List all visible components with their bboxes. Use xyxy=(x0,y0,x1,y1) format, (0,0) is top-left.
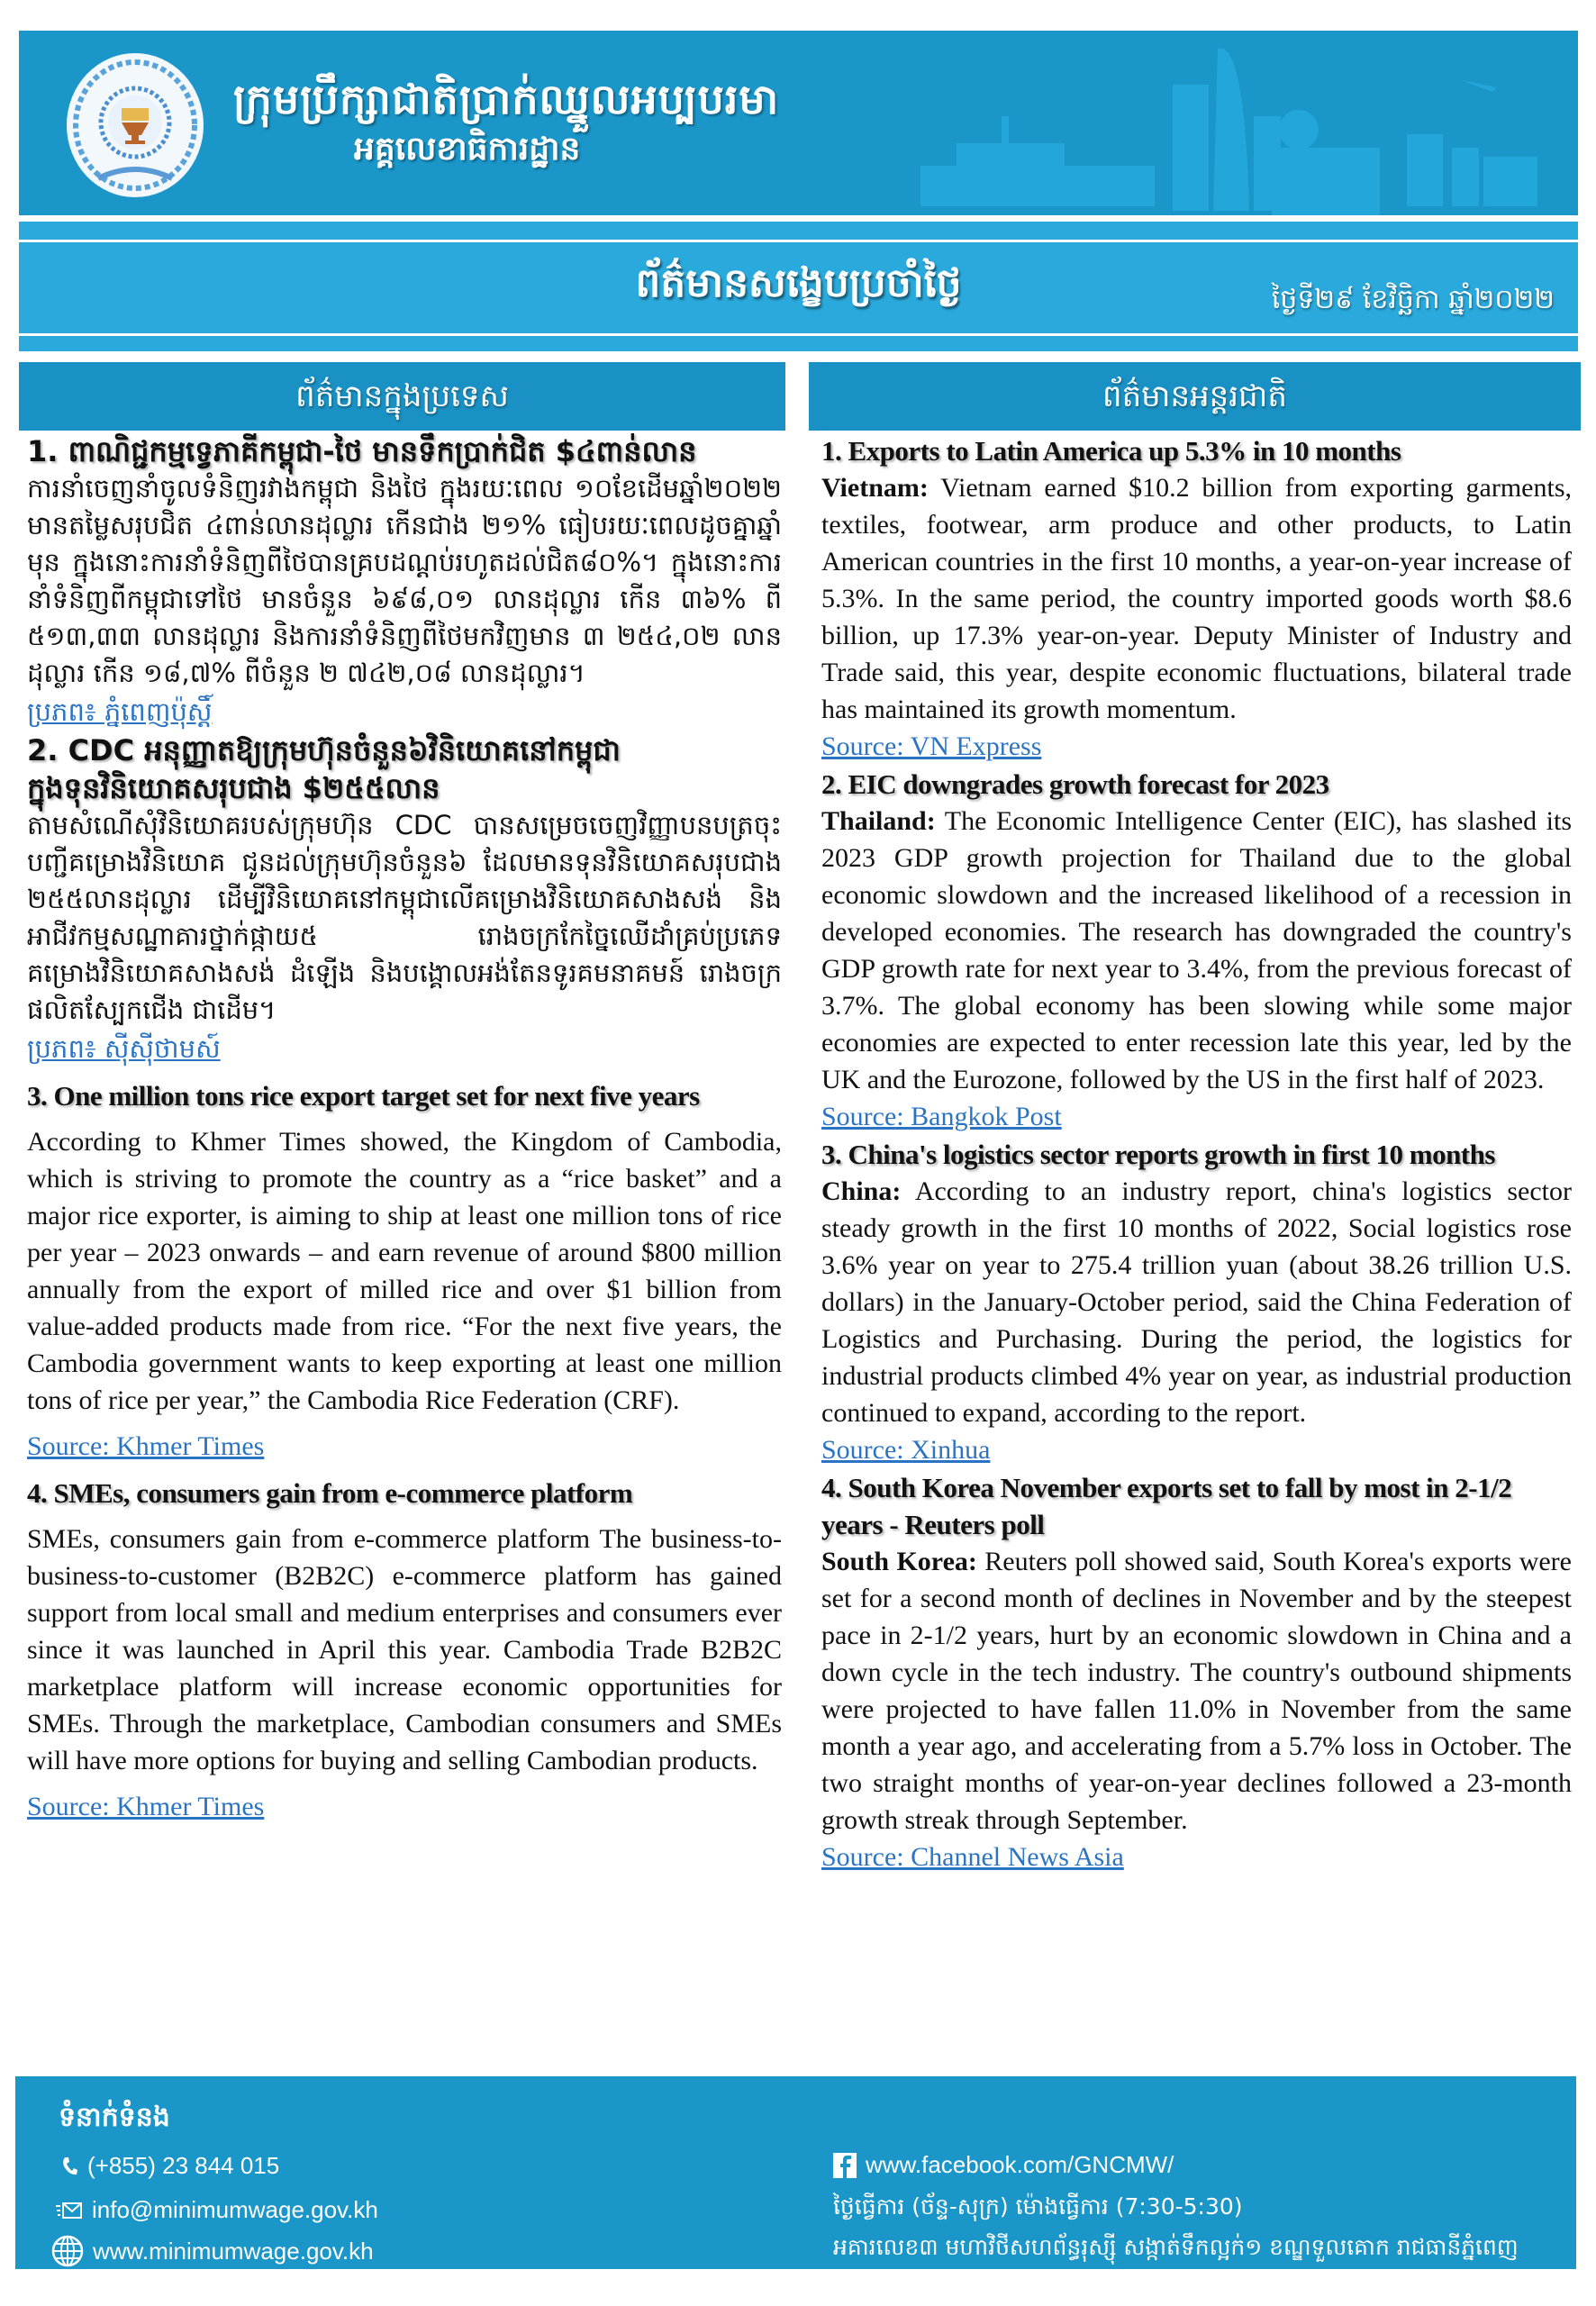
phone-icon xyxy=(60,2156,78,2177)
section-header-domestic: ព័ត៌មានក្នុងប្រទេស xyxy=(19,362,785,431)
phone-number[interactable]: (+855) 23 844 015 xyxy=(87,2152,280,2179)
country-label: Vietnam: xyxy=(821,473,929,503)
country-label: South Korea: xyxy=(821,1547,977,1576)
office-address: អគារលេខ៣ មហាវិថីសហព័ន្ធរុស្ស៊ី សង្កាត់ទឹកល្អក់១ ខណ្ឌទួលគោក រាជធានីភ្នំពេញ xyxy=(833,2234,1519,2260)
source-link[interactable]: Source: VN Express xyxy=(821,731,1042,761)
country-label: Thailand: xyxy=(821,806,936,836)
news-body xyxy=(821,803,1572,1098)
organization-subtitle: អគ្គលេខាធិការដ្ឋាន xyxy=(354,131,581,168)
contact-heading: ទំនាក់ទំនង xyxy=(59,2102,170,2133)
email-address[interactable]: info@minimumwage.gov.kh xyxy=(92,2196,378,2223)
news-title: 4. South Korea November exports set to fall by most in 2-1/2 years - Reuters poll xyxy=(821,1472,1512,1540)
email-icon xyxy=(56,2202,83,2220)
newsletter-title: ព័ត៌មានសង្ខេបប្រចាំថ្ងៃ xyxy=(635,260,962,306)
news-item xyxy=(27,731,782,1068)
domestic-news-column xyxy=(27,432,782,1826)
banner-bottom-strip xyxy=(19,336,1578,351)
source-link[interactable]: Source: Khmer Times xyxy=(27,1792,265,1821)
news-body xyxy=(821,1543,1572,1838)
news-item xyxy=(821,766,1572,1136)
news-title: 4. SMEs, consumers gain from e-commerce platform xyxy=(27,1477,633,1509)
email-contact xyxy=(56,2196,378,2224)
news-body: ការនាំចេញនាំចូលទំនិញរវាងកម្ពុជា និងថៃ ក្នុងរយៈពេល ១០ខែដើមឆ្នាំ២០២២ មានតម្លៃសរុបជិត ៤ពាន់លានដុល្លារ កើនជាង ២១% ធៀបរយៈពេលដូចគ្នាឆ្នាំមុន ក្នុងនោះការនាំទំនិញពីថៃបានគ្របដណ្តប់រហូតដល់ជិត៨០%។ ក្នុងនោះការនាំទំនិញពីកម្ពុជាទៅថៃ មានចំនួន ៦៩៨,០១ លានដុល្លារ កើន ៣៦% ពី ៥១៣,៣៣ លានដុល្លារ និងការនាំទំនិញពីថៃមកវិញមាន ៣ ២៥៤,០២ លានដុល្លារ កើន ១៨,៧% ពីចំនួន ២ ៧៤២,០៨ លានដុល្លារ។ xyxy=(27,473,782,688)
news-item xyxy=(821,432,1572,766)
news-item xyxy=(821,1469,1572,1876)
international-news-column xyxy=(821,432,1572,1876)
news-item xyxy=(27,1077,782,1466)
source-link[interactable]: Source: Bangkok Post xyxy=(821,1102,1062,1131)
source-link[interactable]: Source: Channel News Asia xyxy=(821,1842,1124,1872)
news-item xyxy=(821,1136,1572,1469)
news-text: According to an industry report, china's logistics sector steady growth in the first 10 months of 2022, Social logistics rose 3.6% year on year to 275.4 trillion yuan (about 38.26 trillion U.S. dollars) in the January-October period, said the China Federation of Logistics and Purchasing. During the period, the logistics for industrial products climbed 4% year on year, as industrial production continued to expand, according to the report. xyxy=(821,1176,1572,1428)
source-link[interactable]: ប្រភព៖ ស៊ីស៊ីថាមស៍ xyxy=(27,1033,221,1064)
news-text: Vietnam earned $10.2 billion from exporting garments, textiles, footwear, arm produce and other products, to Latin American countries in the first 10 months, a year-on-year increase of 5.3%. In the same period, the country imported goods worth $8.6 billion, up 17.3% year-on-year. Deputy Minister of Industry and Trade said, this year, despite economic fluctuations, bilateral trade has maintained its growth momentum. xyxy=(821,473,1572,724)
banner-top-strip xyxy=(19,222,1578,240)
news-item xyxy=(27,432,782,731)
news-title: 2. EIC downgrades growth forecast for 2023 xyxy=(821,768,1329,800)
facebook-icon xyxy=(833,2153,857,2178)
news-body: SMEs, consumers gain from e-commerce platform The business-to-business-to-customer (B2B2C) e-commerce platform has gained support from local small and medium enterprises and consumers ever since it was launched in April this year. Cambodia Trade B2B2C marketplace platform will increase economic opportunities for SMEs. Through the marketplace, Cambodian consumers and SMEs will have more options for buying and selling Cambodian products. xyxy=(27,1524,782,1775)
website-contact xyxy=(51,2235,374,2267)
news-title: 1. Exports to Latin America up 5.3% in 10 months xyxy=(821,435,1401,467)
news-title: 2. CDC អនុញ្ញាតឱ្យក្រុមហ៊ុនចំនួន៦វិនិយោគនៅកម្ពុជាក្នុងទុនវិនិយោគសរុបជាង $២៥៥លាន xyxy=(27,733,621,805)
news-body: តាមសំណើសុំវិនិយោគរបស់ក្រុមហ៊ុន CDC បានសម្រេចចេញវិញ្ញាបនបត្រចុះបញ្ជីគម្រោងវិនិយោគ ជូនដល់ក្រុមហ៊ុនចំនួន៦ ដែលមានទុនវិនិយោគសរុបជាង ២៥៥លានដុល្លារ ដើម្បីវិនិយោគនៅកម្ពុជាលើគម្រោងវិនិយោគសាងសង់ និងអាជីវកម្មសណ្ឋាគារថ្នាក់ផ្កាយ៥ រោងចក្រកែច្នៃឈើដាំគ្រប់ប្រភេទ គម្រោងវិនិយោគសាងសង់ ដំឡើង និងបង្គោលអង់តែនទូរគមនាគមន៍ រោងចក្រផលិតស្បែកជើង ជាដើម។ xyxy=(27,810,782,1025)
source-link[interactable]: ប្រភព៖ ភ្នំពេញប៉ុស្តិ៍ xyxy=(27,696,213,727)
news-body xyxy=(821,1173,1572,1431)
news-title: 1. ពាណិជ្ជកម្មទ្វេភាគីកម្ពុជា-ថៃ មានទឹកប្រាក់ជិត $៤ពាន់លាន xyxy=(27,434,697,468)
ministry-seal-logo xyxy=(62,52,208,198)
news-body xyxy=(821,469,1572,728)
website-url[interactable]: www.minimumwage.gov.kh xyxy=(93,2237,374,2265)
country-label: China: xyxy=(821,1176,902,1206)
news-item xyxy=(27,1475,782,1826)
news-body: According to Khmer Times showed, the Kingdom of Cambodia, which is striving to promote the country as a “rice basket” and a major rice exporter, is aiming to ship at least one million tons of rice per year – 2023 onwards – and earn revenue of around $800 million annually from the export of milled rice and over $1 billion from value-added products made from rice. “For the next five years, the Cambodia government wants to keep exporting at least one million tons of rice per year,” the Cambodia Rice Federation (CRF). xyxy=(27,1127,782,1415)
city-port-illustration xyxy=(902,31,1551,215)
issue-date: ថ្ងៃទី២៩ ខែវិច្ឆិកា ឆ្នាំ២០២២ xyxy=(1271,284,1555,315)
globe-icon xyxy=(51,2235,84,2267)
news-text: Reuters poll showed said, South Korea's exports were set for a second month of declines in November and by the steepest pace in 2-1/2 years, hurt by an economic slowdown in China and a down cycle in the tech industry. The country's outbound shipments were projected to have fallen 11.0% in November from the same month a year ago, and accelerating from a 5.7% loss in October. The two straight months of year-on-year declines followed a 23-month growth streak through September. xyxy=(821,1547,1572,1835)
facebook-url[interactable]: www.facebook.com/GNCMW/ xyxy=(866,2151,1174,2178)
title-banner xyxy=(19,242,1578,333)
phone-contact xyxy=(60,2152,279,2180)
working-hours: ថ្ងៃធ្វើការ (ច័ន្ទ-សុក្រ) ម៉ោងធ្វើការ (7:30-5:30) xyxy=(833,2193,1243,2220)
source-link[interactable]: Source: Xinhua xyxy=(821,1435,991,1465)
news-text: The Economic Intelligence Center (EIC), has slashed its 2023 GDP growth projection for Thailand due to the global economic slowdown and the increased likelihood of a recession in developed economies. The research has downgraded the country's GDP growth rate for next year to 3.4%, from the previous forecast of 3.7%. The global economy has been slowing while some major economies are expected to enter recession late this year, led by the UK and the Eurozone, followed by the US in the first half of 2023. xyxy=(821,806,1572,1094)
contact-footer xyxy=(15,2076,1576,2269)
facebook-contact xyxy=(833,2151,1174,2179)
news-title: 3. One million tons rice export target set for next five years xyxy=(27,1080,700,1112)
masthead xyxy=(19,31,1578,215)
source-link[interactable]: Source: Khmer Times xyxy=(27,1431,265,1461)
section-header-international: ព័ត៌មានអន្តរជាតិ xyxy=(809,362,1581,431)
organization-name: ក្រុមប្រឹក្សាជាតិប្រាក់ឈ្នួលអប្បបរមា xyxy=(233,75,780,123)
news-title: 3. China's logistics sector reports growth in first 10 months xyxy=(821,1139,1495,1170)
